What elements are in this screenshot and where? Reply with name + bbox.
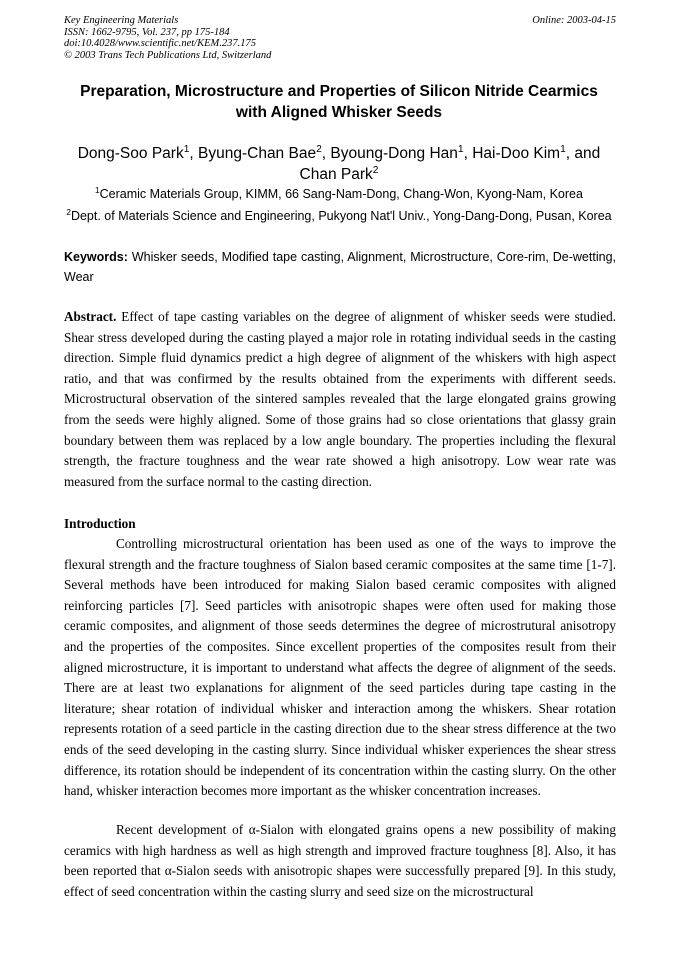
abstract-text: Effect of tape casting variables on the degree of alignment of whisker seeds were studied. Shear stress developed during the casting played a major role in rotating individual seeds in the casting direction. Simple fluid dynamics predict a high degree of alignment of the whiskers with high aspect ratio, and that was confirmed by the results obtained from the experiments with different seeds. Microstructural observation of the sintered samples revealed that the large elongated grains growing from the seeds were highly aligned. Some of those grains had so close orientations that glassy grain boundary between them was replaced by a low angle boundary. The properties including the flexural strength, the fracture toughness and the wear rate showed a high anisotropy. Low wear rate was measured from the surface normal to the casting direction. [64,309,616,489]
keywords-text: Whisker seeds, Modified tape casting, Alignment, Microstructure, Core-rim, De-wetting, Wear [64,250,616,284]
affiliation-mark: 2 [66,207,71,217]
affiliation-1 [40,186,638,202]
journal-header [64,15,616,61]
author-name: Dong-Soo Park [77,145,184,162]
abstract-label: Abstract. [64,309,117,324]
author-name: Byung-Chan Bae [198,145,317,162]
journal-name: Key Engineering Materials [64,15,179,26]
title-line-2: with Aligned Whisker Seeds [235,104,443,121]
affiliation-text: Dept. of Materials Science and Engineering, Pukyong Nat'l Univ., Yong-Dang-Dong, Pusan, Korea [70,209,612,223]
author-affil-mark: 1 [560,143,566,155]
author-conjunction: , and [565,145,601,162]
title-line-1: Preparation, Microstructure and Properties of Silicon Nitride Cearmics [80,83,598,100]
author-name: Byoung-Dong Han [330,145,458,162]
author-affil-mark: 1 [457,143,464,155]
author-affil-mark: 1 [183,143,190,155]
keywords-block [64,247,616,287]
section-heading-introduction: Introduction [64,516,136,531]
abstract-block [64,307,616,492]
keywords-label: Keywords: [64,250,128,264]
introduction-paragraph-1: Controlling microstructural orientation has been used as one of the ways to improve the flexural strength and the fracture toughness of Sialon based ceramic composites at the same time [1-7]. Several methods have been introduced for making Sialon based ceramic composites with aligned reinforcing particles [7]. Seed particles with anisotropic shapes were often used for making those ceramic composites, and alignment of those seeds determines the degree of microstrutural anisotropy and the properties of the composites. Since excellent properties of the composites result from their aligned microstructure, it is important to understand what affects the degree of alignment of the seeds. There are at least two explanations for alignment of the seed particles during tape casting in the literature; shear rotation of individual whisker and interaction among the whiskers. Shear rotation represents rotation of a seed particle in the casting direction due to the shear stress difference at the two ends of the seed developing in the casting slurry. Since individual whisker experiences the shear stress difference, its rotation should be independent of its concentration within the casting slurry. On the other hand, whisker interaction becomes more important as the whisker concentration increases. [64,536,616,799]
doi-line: doi:10.4028/www.scientific.net/KEM.237.175 [64,38,256,49]
author-affil-mark: 2 [372,164,379,176]
introduction-paragraph-2: Recent development of α-Sialon with elongated grains opens a new possibility of making ceramics with high hardness as well as high strength and improved fracture toughness [8]. Also, it has been reported that α-Sialon seeds with anisotropic shapes were successfully prepared [9]. In this study, effect of seed concentration within the casting slurry and seed size on the microstructural [64,822,616,899]
copyright-line: © 2003 Trans Tech Publications Ltd, Switzerland [64,49,272,61]
author-name: Chan Park [299,166,373,183]
author-affil-mark: 2 [316,143,322,155]
author-name: Hai-Doo Kim [472,145,561,162]
paper-title [40,81,638,123]
online-date: Online: 2003-04-15 [532,15,616,26]
affiliation-text: Ceramic Materials Group, KIMM, 66 Sang-Nam-Dong, Chang-Won, Kyong-Nam, Korea [99,187,583,201]
affiliation-2 [40,208,638,224]
author-list: Dong-Soo Park$^1$, Byung-Chan Bae$^2$, Byoung-Dong Han$^1$, Hai-Doo Kim$^1$, and Chan Park$^2$ [77,143,601,183]
affiliation-mark: 1 [95,185,100,195]
issn-line: ISSN: 1662-9795, Vol. 237, pp 175-184 [64,26,230,38]
